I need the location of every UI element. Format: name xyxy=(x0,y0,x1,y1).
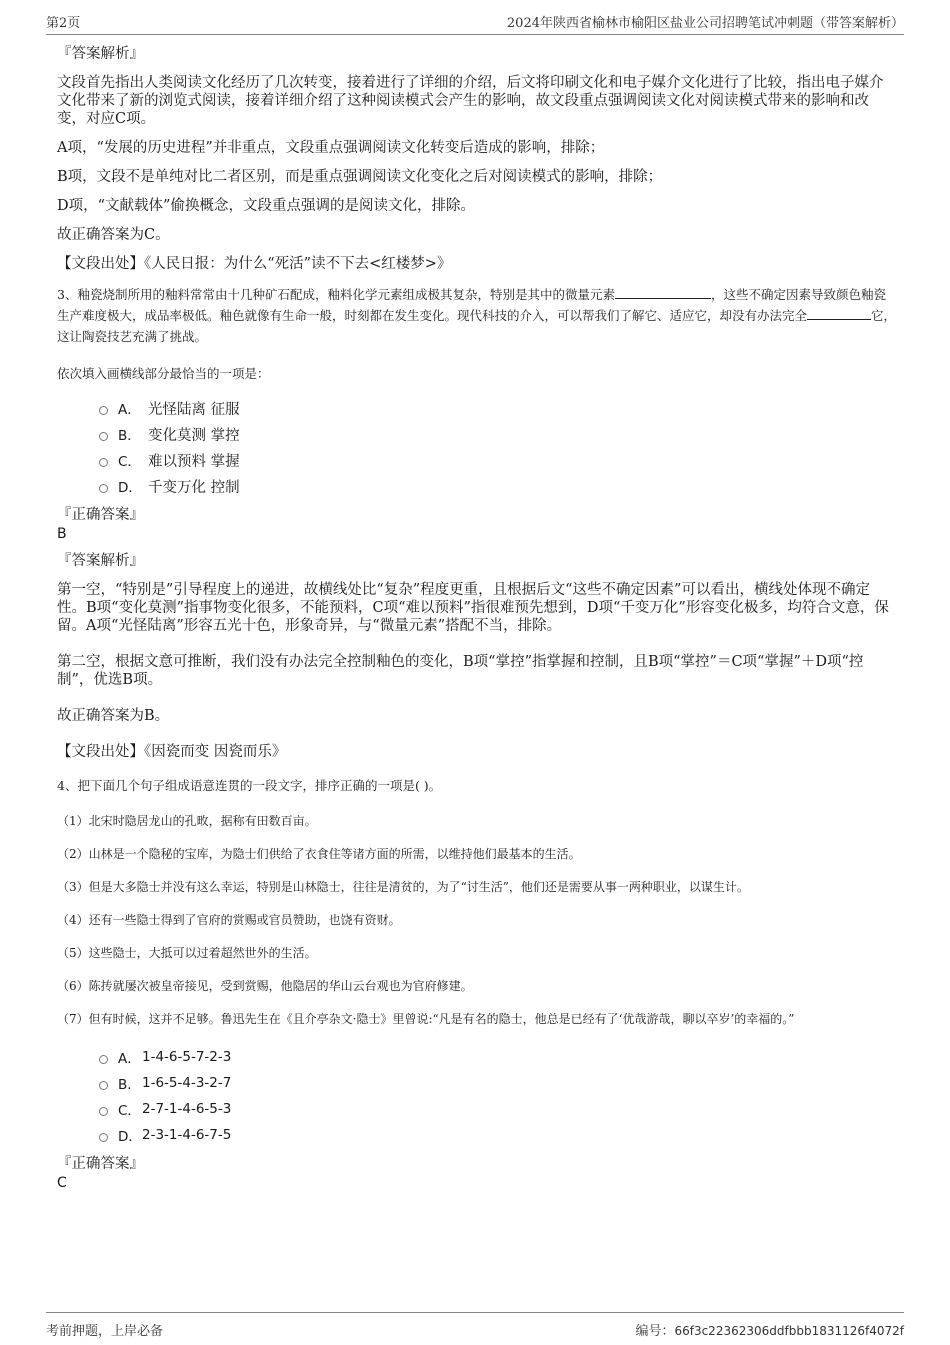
q3-option-d-text: 千变万化 控制 xyxy=(148,479,240,496)
q4-stem: 4、把下面几个句子组成语意连贯的一段文字，排序正确的一项是( )。 xyxy=(57,778,442,793)
q3-option-d-letter: D． xyxy=(118,480,142,496)
q3-source: 【文段出处】《因瓷而变 因瓷而乐》 xyxy=(57,744,287,760)
page-number: 第2页 xyxy=(46,16,81,31)
q2-source: 【文段出处】《人民日报：为什么“死活”读不下去<红楼梦>》 xyxy=(57,256,452,272)
radio-icon[interactable] xyxy=(99,458,108,467)
q4-option-b-letter: B． xyxy=(118,1077,141,1093)
q4-option-d-letter: D． xyxy=(118,1129,142,1145)
document-code-value: 66f3c22362306ddfbbb1831126f4072f xyxy=(674,1324,904,1338)
q4-option-c-letter: C． xyxy=(118,1103,141,1119)
radio-icon[interactable] xyxy=(99,1055,108,1064)
document-title: 2024年陕西省榆林市榆阳区盐业公司招聘笔试冲刺题（带答案解析） xyxy=(506,16,904,31)
q2-analysis-para-4: D项，“文献载体”偷换概念，文段重点强调的是阅读文化，排除。 xyxy=(57,198,475,214)
q4-option-c-text: 2-7-1-4-6-5-3 xyxy=(142,1101,232,1117)
q4-sentence-5: （5）这些隐士，大抵可以过着超然世外的生活。 xyxy=(57,946,317,960)
page-content xyxy=(57,44,897,1200)
q3-option-c[interactable] xyxy=(99,447,897,473)
q2-analysis xyxy=(57,44,897,273)
question-3 xyxy=(57,284,897,761)
q3-stem-part-2: ，这些不确定因素导致颜色釉瓷生产难度极大，成品率极低。釉色就像有生命一般，时刻都在发生变化。现代科技的介入，可以帮我们了解它、适应它，却没有办法完全 xyxy=(57,287,886,323)
q2-analysis-para-2: A项，“发展的历史进程”并非重点，文段重点强调阅读文化转变后造成的影响，排除； xyxy=(57,140,605,156)
q4-option-c[interactable] xyxy=(99,1096,897,1122)
q3-stem-part-1: 3、釉瓷烧制所用的釉料常常由十几种矿石配成，釉料化学元素组成极其复杂，特别是其中的微量元素 xyxy=(57,287,615,302)
q4-answer: C xyxy=(57,1175,67,1191)
q3-option-d[interactable] xyxy=(99,473,897,499)
q4-option-a[interactable] xyxy=(99,1044,897,1070)
q2-conclusion: 故正确答案为C。 xyxy=(57,227,170,243)
q3-option-b[interactable] xyxy=(99,421,897,447)
q3-analysis-para-2: 第二空，根据文意可推断，我们没有办法完全控制釉色的变化，B项“掌控”指掌握和控制，且B项“掌控”＝C项“掌握”＋D项“控制”，优选B项。 xyxy=(57,654,864,688)
radio-icon[interactable] xyxy=(99,1107,108,1116)
q4-sentence-4: （4）还有一些隐士得到了官府的赏赐或官员赞助，也饶有资财。 xyxy=(57,913,401,927)
footer-slogan: 考前押题，上岸必备 xyxy=(46,1324,164,1339)
q3-option-c-text: 难以预料 掌握 xyxy=(148,453,240,470)
q4-sentence-1: （1）北宋时隐居龙山的孔畋，据称有田数百亩。 xyxy=(57,814,317,828)
q3-option-a-letter: A． xyxy=(118,402,141,418)
radio-icon[interactable] xyxy=(99,484,108,493)
q3-option-c-letter: C． xyxy=(118,454,141,470)
q3-instruction: 依次填入画横线部分最恰当的一项是： xyxy=(57,366,270,381)
q4-option-d-text: 2-3-1-4-6-7-5 xyxy=(142,1127,232,1143)
q3-blank-2 xyxy=(807,307,871,320)
q3-option-b-text: 变化莫测 掌控 xyxy=(148,427,240,444)
q4-sentence-2: （2）山林是一个隐秘的宝库，为隐士们供给了衣食住等诸方面的所需，以维持他们最基本的生活。 xyxy=(57,847,581,861)
q3-analysis-para-1: 第一空，“特别是”引导程度上的递进，故横线处比“复杂”程度更重，且根据后文“这些不确定因素”可以看出，横线处体现不确定性。B项“变化莫测”指事物变化很多，不能预料，C项“难以预料”指很难预先想到，D项“千变万化”形容变化极多，均符合文意，保留。A项“光怪陆离”形容五光十色，形象奇异，与“微量元素”搭配不当，排除。 xyxy=(57,582,889,634)
q3-stem-part-3: 它，这让陶瓷技艺充满了挑战。 xyxy=(57,308,897,344)
document-code-label: 编号： xyxy=(635,1324,675,1339)
q4-options xyxy=(99,1044,897,1148)
q3-stem xyxy=(57,284,897,347)
radio-icon[interactable] xyxy=(99,406,108,415)
q3-option-b-letter: B． xyxy=(118,428,141,444)
q2-analysis-para-1: 文段首先指出人类阅读文化经历了几次转变，接着进行了详细的介绍，后文将印刷文化和电子媒介文化进行了比较，指出电子媒介文化带来了新的浏览式阅读，接着详细介绍了这种阅读模式会产生的影响，故文段重点强调阅读文化对阅读模式带来的影响和改变，对应C项。 xyxy=(57,75,884,127)
q4-sentence-6: （6）陈抟就屡次被皇帝接见，受到赏赐，他隐居的华山云台观也为官府修建。 xyxy=(57,979,473,993)
q3-option-a-text: 光怪陆离 征服 xyxy=(148,401,240,418)
radio-icon[interactable] xyxy=(99,432,108,441)
q2-analysis-label: 『答案解析』 xyxy=(57,46,144,62)
q4-option-a-letter: A． xyxy=(118,1051,141,1067)
q3-answer: B xyxy=(57,526,67,542)
question-4 xyxy=(57,775,897,1192)
radio-icon[interactable] xyxy=(99,1133,108,1142)
q4-sentence-3: （3）但是大多隐士并没有这么幸运，特别是山林隐士，往往是清贫的，为了“讨生活”，他们还是需要从事一两种职业，以谋生计。 xyxy=(57,880,749,894)
q4-option-b-text: 1-6-5-4-3-2-7 xyxy=(142,1075,232,1091)
q3-blank-1 xyxy=(615,286,711,299)
q3-option-a[interactable] xyxy=(99,395,897,421)
q4-option-d[interactable] xyxy=(99,1122,897,1148)
document-code xyxy=(635,1320,904,1339)
q2-analysis-para-3: B项，文段不是单纯对比二者区别，而是重点强调阅读文化变化之后对阅读模式的影响，排除； xyxy=(57,169,663,185)
q3-options xyxy=(99,395,897,499)
page-header xyxy=(46,12,904,35)
q4-sentence-7: （7）但有时候，这并不足够。鲁迅先生在《且介亭杂文·隐士》里曾说:“凡是有名的隐士，他总是已经有了‘优哉游哉，聊以卒岁’的幸福的。” xyxy=(57,1012,795,1026)
q3-conclusion: 故正确答案为B。 xyxy=(57,708,170,724)
q3-answer-label: 『正确答案』 xyxy=(57,507,144,523)
q4-option-b[interactable] xyxy=(99,1070,897,1096)
radio-icon[interactable] xyxy=(99,1081,108,1090)
q4-answer-label: 『正确答案』 xyxy=(57,1156,144,1172)
q4-option-a-text: 1-4-6-5-7-2-3 xyxy=(142,1049,232,1065)
q4-sentence-list xyxy=(57,813,897,1027)
page-footer xyxy=(46,1312,904,1339)
q3-analysis-label: 『答案解析』 xyxy=(57,553,144,569)
